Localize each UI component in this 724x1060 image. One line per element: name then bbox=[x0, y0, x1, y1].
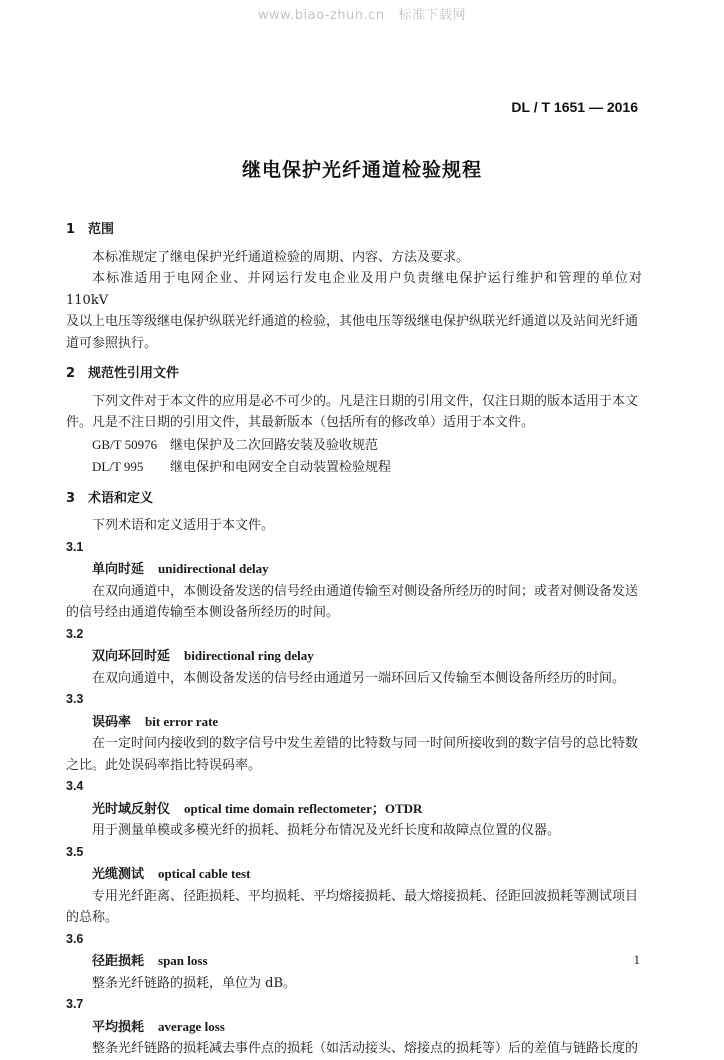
term-chinese: 误码率 bbox=[92, 714, 132, 730]
scope-paragraph-2-line-1: 本标准适用于电网企业、并网运行发电企业及用户负责继电保护运行维护和管理的单位对 110kV bbox=[66, 271, 642, 308]
scope-paragraph-2-line-2: 及以上电压等级继电保护纵联光纤通道的检验，其他电压等级继电保护纵联光纤通道以及站间光纤通 bbox=[66, 314, 639, 329]
term-chinese: 平均损耗 bbox=[92, 1019, 145, 1035]
term-chinese: 光时域反射仪 bbox=[92, 801, 171, 817]
term-chinese: 双向环回时延 bbox=[92, 649, 171, 664]
term-number: 3.4 bbox=[66, 779, 84, 793]
term-definition-line: 在一定时间内接收到的数字信号中发生差错的比特数与同一时间所接收到的数字信号的总比特数 bbox=[92, 736, 639, 751]
term-definition-line: 的信号经由通道传输至本侧设备所经历的时间。 bbox=[66, 605, 340, 620]
section-2-heading bbox=[66, 363, 642, 385]
term-number: 3.3 bbox=[66, 692, 84, 706]
standard-code: DL / T 1651 — 2016 bbox=[511, 99, 638, 115]
term-heading bbox=[66, 950, 642, 973]
section-3-heading bbox=[66, 488, 642, 510]
section-title: 术语和定义 bbox=[88, 490, 154, 506]
section-title: 规范性引用文件 bbox=[88, 366, 180, 381]
section-number: 1 bbox=[66, 222, 76, 237]
term-definition-line: 在双向通道中，本侧设备发送的信号经由通道另一端环回后又传输至本侧设备所经历的时间。 bbox=[92, 670, 626, 686]
document-body bbox=[66, 219, 642, 1060]
document-title: 继电保护光纤通道检验规程 bbox=[241, 159, 482, 181]
term-heading bbox=[66, 711, 642, 734]
term-english: optical cable test bbox=[158, 866, 251, 881]
term-definition-line: 整条光纤链路的损耗减去事件点的损耗（如活动接头、熔接点的损耗等）后的差值与链路长度的 bbox=[92, 1041, 639, 1056]
section-number: 2 bbox=[66, 366, 76, 381]
scope-paragraph-1: 本标准规定了继电保护光纤通道检验的周期、内容、方法及要求。 bbox=[92, 249, 470, 265]
references-paragraph-line-1: 下列文件对于本文件的应用是必不可少的。凡是注日期的引用文件，仅注日期的版本适用于本文 bbox=[92, 393, 639, 409]
term-chinese: 单向时延 bbox=[92, 562, 145, 577]
terms-intro: 下列术语和定义适用于本文件。 bbox=[92, 518, 275, 533]
term-number: 3.5 bbox=[66, 844, 84, 859]
term-definition-line: 之比。此处误码率指比特误码率。 bbox=[66, 757, 262, 773]
term-chinese: 径距损耗 bbox=[92, 954, 145, 969]
reference-item bbox=[66, 456, 642, 479]
term-number: 3.6 bbox=[66, 931, 84, 946]
reference-title: 继电保护及二次回路安装及验收规范 bbox=[170, 437, 379, 453]
reference-code: GB/T 50976 bbox=[92, 436, 158, 452]
scope-paragraph-2-line-3: 道可参照执行。 bbox=[66, 335, 158, 351]
reference-item bbox=[66, 434, 642, 457]
page-number: 1 bbox=[633, 952, 640, 967]
term-english: bidirectional ring delay bbox=[184, 648, 314, 663]
term-definition-line: 用于测量单模或多模光纤的损耗、损耗分布情况及光纤长度和故障点位置的仪器。 bbox=[92, 823, 561, 838]
section-1-heading bbox=[66, 219, 642, 241]
term-number: 3.2 bbox=[66, 626, 84, 641]
section-title: 范围 bbox=[88, 222, 115, 237]
term-heading bbox=[66, 1016, 642, 1039]
watermark-site: www.biao-zhun.cn bbox=[257, 8, 385, 23]
term-heading bbox=[66, 863, 642, 886]
reference-title: 继电保护和电网安全自动装置检验规程 bbox=[170, 460, 392, 475]
term-number: 3.1 bbox=[66, 539, 84, 554]
reference-code: DL/T 995 bbox=[92, 459, 144, 474]
term-heading bbox=[66, 645, 642, 668]
term-english: span loss bbox=[158, 953, 208, 968]
references-paragraph-line-2: 件。凡是不注日期的引用文件，其最新版本（包括所有的修改单）适用于本文件。 bbox=[66, 415, 535, 430]
term-chinese: 光缆测试 bbox=[92, 867, 145, 882]
term-heading bbox=[66, 798, 642, 821]
term-english: optical time domain reflectometer；OTDR bbox=[184, 800, 423, 816]
term-heading bbox=[66, 558, 642, 581]
watermark-name: 标准下载网 bbox=[398, 8, 467, 23]
section-number: 3 bbox=[66, 490, 76, 506]
term-definition-line: 整条光纤链路的损耗，单位为 dB。 bbox=[92, 975, 297, 991]
watermark bbox=[0, 4, 724, 23]
term-definition-line: 的总称。 bbox=[66, 910, 119, 925]
term-number: 3.7 bbox=[66, 997, 84, 1011]
term-definition-line: 在双向通道中，本侧设备发送的信号经由通道传输至对侧设备所经历的时间；或者对侧设备发送 bbox=[92, 583, 639, 599]
term-definition-line: 专用光纤距离、径距损耗、平均损耗、平均熔接损耗、最大熔接损耗、径距回波损耗等测试项目 bbox=[92, 888, 639, 904]
term-english: bit error rate bbox=[145, 713, 219, 729]
term-english: unidirectional delay bbox=[158, 561, 269, 576]
term-english: average loss bbox=[158, 1018, 225, 1034]
